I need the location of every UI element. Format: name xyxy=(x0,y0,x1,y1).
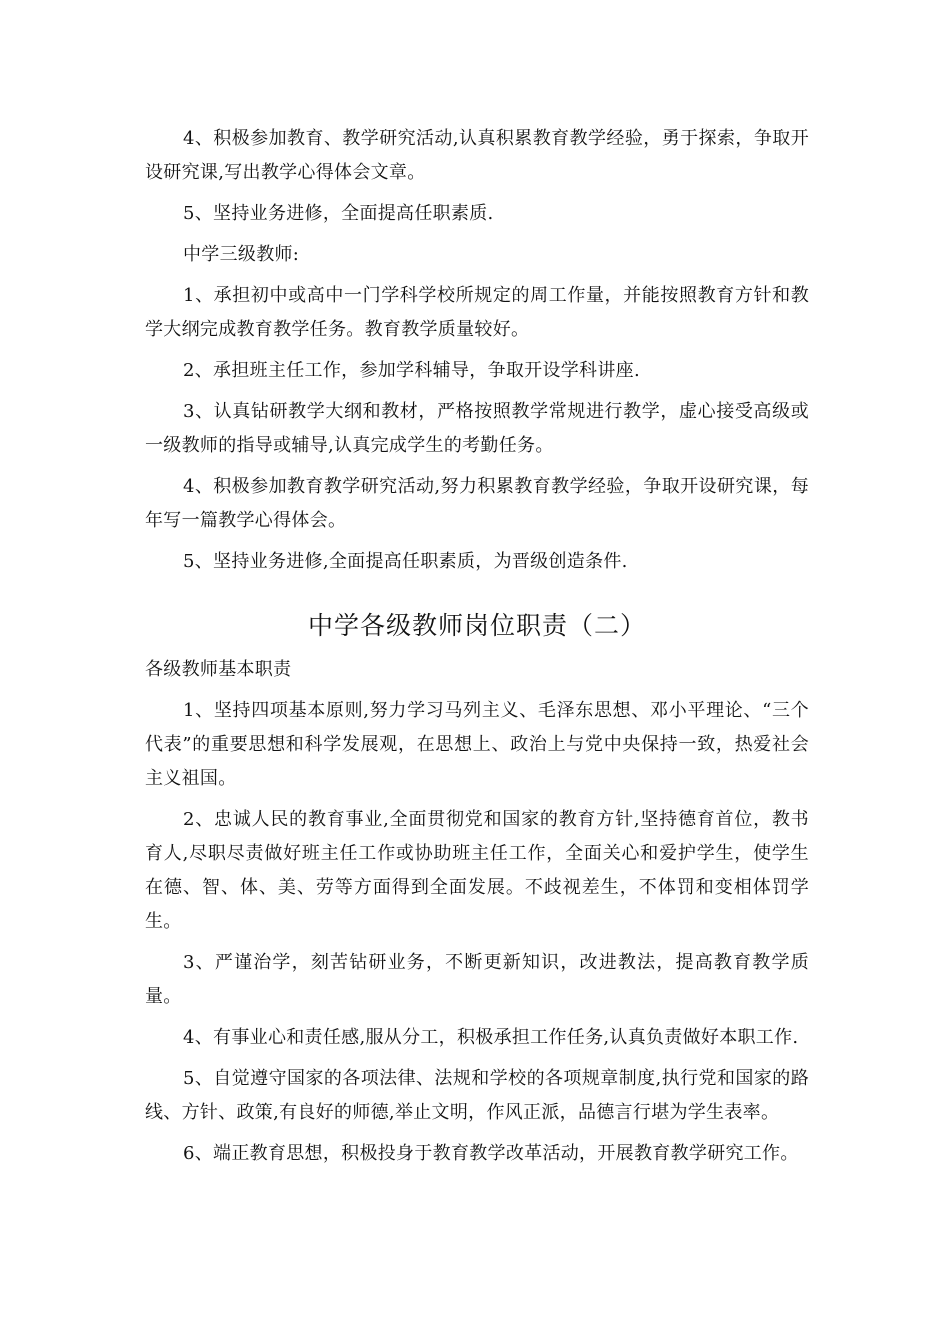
paragraph-workload: 1、承担初中或高中一门学科学校所规定的周工作量，并能按照教育方针和教学大纲完成教育教学任务。教育教学质量较好。 xyxy=(145,285,809,340)
duty-item-6: 6、端正教育思想，积极投身于教育教学改革活动，开展教育教学研究工作。 xyxy=(183,1143,799,1164)
paragraph-class-teacher: 2、承担班主任工作，参加学科辅导，争取开设学科讲座. xyxy=(183,360,640,381)
duty-item-5: 5、自觉遵守国家的各项法律、法规和学校的各项规章制度,执行党和国家的路线、方针、政策,有良好的师德,举止文明，作风正派，品德言行堪为学生表率。 xyxy=(145,1068,809,1123)
heading-third-level-teacher: 中学三级教师: xyxy=(183,244,300,265)
section-title: 中学各级教师岗位职责（二） xyxy=(307,611,646,640)
paragraph-promotion: 5、坚持业务进修,全面提高任职素质，为晋级创造条件. xyxy=(183,551,628,572)
paragraph-study-syllabus: 3、认真钻研教学大纲和教材，严格按照教学常规进行教学，虚心接受高级或一级教师的指导或辅导,认真完成学生的考勤任务。 xyxy=(145,401,809,456)
paragraph-research-activities: 4、积极参加教育、教学研究活动,认真积累教育教学经验，勇于探索，争取开设研究课,写出教学心得体会文章。 xyxy=(145,128,809,183)
duty-item-4: 4、有事业心和责任感,服从分工，积极承担工作任务,认真负责做好本职工作. xyxy=(183,1027,799,1048)
duty-item-2: 2、忠诚人民的教育事业,全面贯彻党和国家的教育方针,坚持德育首位，教书育人,尽职尽责做好班主任工作或协助班主任工作，全面关心和爱护学生，使学生在德、智、体、美、劳等方面得到全面发展。不歧视差生，不体罚和变相体罚学生。 xyxy=(145,809,809,932)
paragraph-professional-study: 5、坚持业务进修，全面提高任职素质. xyxy=(183,203,494,224)
document-body xyxy=(145,122,809,1178)
section-subtitle: 各级教师基本职责 xyxy=(145,659,292,680)
duty-item-3: 3、严谨治学，刻苦钻研业务，不断更新知识，改进教法，提高教育教学质量。 xyxy=(145,952,809,1007)
paragraph-teaching-research: 4、积极参加教育教学研究活动,努力积累教育教学经验，争取开设研究课，每年写一篇教学心得体会。 xyxy=(145,476,809,531)
duty-item-1: 1、坚持四项基本原则,努力学习马列主义、毛泽东思想、邓小平理论、“三个代表”的重要思想和科学发展观，在思想上、政治上与党中央保持一致，热爱社会主义祖国。 xyxy=(145,700,809,789)
